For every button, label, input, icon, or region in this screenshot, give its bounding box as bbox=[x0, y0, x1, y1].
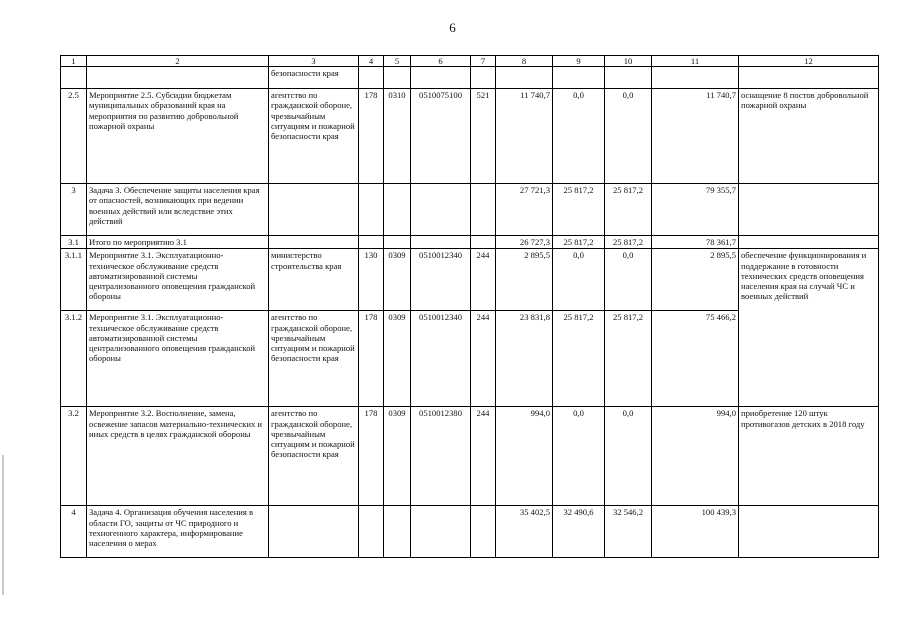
column-number: 3 bbox=[269, 56, 359, 67]
row-number: 4 bbox=[61, 506, 87, 558]
row-description: Задача 4. Организация обучения населения в области ГО, защиты от ЧС природного и техногенного характера, информирование населения о мерах bbox=[87, 506, 269, 558]
row-number: 3.1.2 bbox=[61, 311, 87, 407]
row-result bbox=[739, 506, 879, 558]
row-total: 994,0 bbox=[652, 407, 739, 506]
budget-table bbox=[60, 55, 879, 558]
row-total: 75 466,2 bbox=[652, 311, 739, 407]
row-total: 79 355,7 bbox=[652, 184, 739, 236]
row-executor bbox=[269, 506, 359, 558]
row-executor: агентство по гражданской обороне, чрезвычайным ситуациям и пожарной безопасности края bbox=[269, 407, 359, 506]
row-target-code bbox=[411, 236, 471, 249]
row-value-col8: 2 895,5 bbox=[496, 249, 553, 311]
row-grbs-code: 178 bbox=[359, 89, 384, 184]
row-expense-code bbox=[471, 184, 496, 236]
row-section-code bbox=[384, 67, 411, 89]
row-value-col10: 25 817,2 bbox=[605, 184, 652, 236]
row-value-col10: 32 546,2 bbox=[605, 506, 652, 558]
row-value-col9 bbox=[553, 67, 605, 89]
row-total: 2 895,5 bbox=[652, 249, 739, 311]
row-value-col9: 0,0 bbox=[553, 89, 605, 184]
row-number bbox=[61, 67, 87, 89]
column-number: 7 bbox=[471, 56, 496, 67]
column-number: 9 bbox=[553, 56, 605, 67]
row-grbs-code bbox=[359, 236, 384, 249]
row-executor bbox=[269, 184, 359, 236]
row-value-col8: 11 740,7 bbox=[496, 89, 553, 184]
row-result: приобретение 120 штук противогазов детских в 2018 году bbox=[739, 407, 879, 506]
row-expense-code: 244 bbox=[471, 407, 496, 506]
row-value-col9: 25 817,2 bbox=[553, 236, 605, 249]
column-number-row bbox=[61, 56, 879, 67]
row-grbs-code bbox=[359, 184, 384, 236]
row-grbs-code bbox=[359, 506, 384, 558]
row-result: обеспечение функционирования и поддержание в готовности технических средств оповещения населения края на случай ЧС и военных действий bbox=[739, 249, 879, 407]
row-description: Задача 3. Обеспечение защиты населения края от опасностей, возникающих при ведении военных действий или вследствие этих действий bbox=[87, 184, 269, 236]
row-description: Мероприятие 3.1. Эксплуатационно-техническое обслуживание средств автоматизированной системы централизованного оповещения гражданской обороны bbox=[87, 311, 269, 407]
column-number: 6 bbox=[411, 56, 471, 67]
row-result bbox=[739, 236, 879, 249]
row-target-code: 0510075100 bbox=[411, 89, 471, 184]
row-value-col9: 0,0 bbox=[553, 249, 605, 311]
page-number: 6 bbox=[449, 20, 456, 35]
row-value-col8: 35 402,5 bbox=[496, 506, 553, 558]
row-section-code: 0309 bbox=[384, 249, 411, 311]
row-result bbox=[739, 67, 879, 89]
row-number: 3 bbox=[61, 184, 87, 236]
column-number: 4 bbox=[359, 56, 384, 67]
row-description: Мероприятие 2.5. Субсидии бюджетам муниципальных образований края на мероприятия по развитию добровольной пожарной охраны bbox=[87, 89, 269, 184]
row-value-col8: 23 831,8 bbox=[496, 311, 553, 407]
row-executor: безопасности края bbox=[269, 67, 359, 89]
row-value-col8: 27 721,3 bbox=[496, 184, 553, 236]
table-row bbox=[61, 89, 879, 184]
table-row bbox=[61, 67, 879, 89]
row-expense-code: 244 bbox=[471, 249, 496, 311]
column-number: 8 bbox=[496, 56, 553, 67]
row-target-code bbox=[411, 184, 471, 236]
column-number: 11 bbox=[652, 56, 739, 67]
row-target-code: 0510012340 bbox=[411, 311, 471, 407]
row-value-col10: 25 817,2 bbox=[605, 236, 652, 249]
row-expense-code bbox=[471, 67, 496, 89]
column-number: 12 bbox=[739, 56, 879, 67]
row-grbs-code: 130 bbox=[359, 249, 384, 311]
column-number: 10 bbox=[605, 56, 652, 67]
row-grbs-code: 178 bbox=[359, 407, 384, 506]
row-section-code: 0309 bbox=[384, 311, 411, 407]
column-number: 1 bbox=[61, 56, 87, 67]
row-expense-code: 244 bbox=[471, 311, 496, 407]
row-value-col8: 26 727,3 bbox=[496, 236, 553, 249]
row-grbs-code bbox=[359, 67, 384, 89]
row-target-code bbox=[411, 67, 471, 89]
row-total: 78 361,7 bbox=[652, 236, 739, 249]
row-value-col10: 25 817,2 bbox=[605, 311, 652, 407]
column-number: 5 bbox=[384, 56, 411, 67]
row-value-col10: 0,0 bbox=[605, 89, 652, 184]
row-total: 100 439,3 bbox=[652, 506, 739, 558]
row-executor bbox=[269, 236, 359, 249]
row-target-code: 0510012380 bbox=[411, 407, 471, 506]
row-result bbox=[739, 184, 879, 236]
table-row bbox=[61, 407, 879, 506]
row-expense-code: 521 bbox=[471, 89, 496, 184]
row-grbs-code: 178 bbox=[359, 311, 384, 407]
row-section-code bbox=[384, 184, 411, 236]
row-target-code: 0510012340 bbox=[411, 249, 471, 311]
row-description: Итого по мероприятию 3.1 bbox=[87, 236, 269, 249]
row-description: Мероприятие 3.1. Эксплуатационно-техническое обслуживание средств автоматизированной системы централизованного оповещения гражданской обороны bbox=[87, 249, 269, 311]
row-total bbox=[652, 67, 739, 89]
row-value-col9: 25 817,2 bbox=[553, 184, 605, 236]
table-row bbox=[61, 506, 879, 558]
row-section-code bbox=[384, 506, 411, 558]
scan-margin-mark bbox=[2, 455, 4, 595]
row-number: 3.1.1 bbox=[61, 249, 87, 311]
row-section-code bbox=[384, 236, 411, 249]
row-value-col10 bbox=[605, 67, 652, 89]
row-description bbox=[87, 67, 269, 89]
row-value-col9: 25 817,2 bbox=[553, 311, 605, 407]
row-number: 2.5 bbox=[61, 89, 87, 184]
row-value-col10: 0,0 bbox=[605, 249, 652, 311]
row-total: 11 740,7 bbox=[652, 89, 739, 184]
row-section-code: 0309 bbox=[384, 407, 411, 506]
row-section-code: 0310 bbox=[384, 89, 411, 184]
row-executor: министерство строительства края bbox=[269, 249, 359, 311]
row-result: оснащение 8 постов добровольной пожарной охраны bbox=[739, 89, 879, 184]
row-value-col10: 0,0 bbox=[605, 407, 652, 506]
table-row bbox=[61, 184, 879, 236]
row-target-code bbox=[411, 506, 471, 558]
row-number: 3.2 bbox=[61, 407, 87, 506]
row-executor: агентство по гражданской обороне, чрезвычайным ситуациям и пожарной безопасности края bbox=[269, 89, 359, 184]
row-number: 3.1 bbox=[61, 236, 87, 249]
row-value-col8 bbox=[496, 67, 553, 89]
row-value-col9: 32 490,6 bbox=[553, 506, 605, 558]
row-description: Мероприятие 3.2. Восполнение, замена, освежение запасов материально-технических и иных средств в целях гражданской обороны bbox=[87, 407, 269, 506]
column-number: 2 bbox=[87, 56, 269, 67]
row-executor: агентство по гражданской обороне, чрезвычайным ситуациям и пожарной безопасности края bbox=[269, 311, 359, 407]
table-row bbox=[61, 236, 879, 249]
row-expense-code bbox=[471, 236, 496, 249]
row-value-col8: 994,0 bbox=[496, 407, 553, 506]
row-value-col9: 0,0 bbox=[553, 407, 605, 506]
row-expense-code bbox=[471, 506, 496, 558]
table-row bbox=[61, 249, 879, 311]
